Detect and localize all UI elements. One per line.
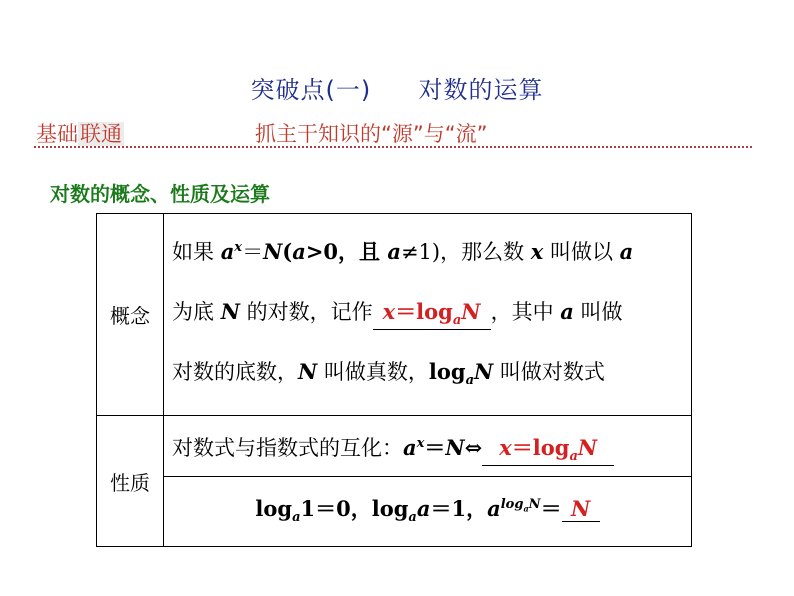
concept-body xyxy=(164,214,692,416)
page-title xyxy=(0,70,794,105)
subheader-left xyxy=(36,118,124,148)
property-identities: $\log_a1=0$，$\log_aa=1$，$a^{log_aN}= N$ xyxy=(164,477,692,547)
concept-row xyxy=(97,214,692,416)
subheader-left-part1: 基础 xyxy=(36,122,78,146)
concept-line-1 xyxy=(172,218,683,282)
math-a: a xyxy=(292,239,306,264)
math-a: a xyxy=(560,299,574,324)
concept-text: >0，且 xyxy=(305,239,388,264)
math-N: N xyxy=(220,299,240,324)
answer-blank-N: N xyxy=(562,497,600,522)
property-label: 性质 xyxy=(97,416,164,547)
concept-text: 如果 xyxy=(172,240,221,264)
math-x: x xyxy=(530,239,544,264)
property-text: ＝1， xyxy=(430,496,488,522)
math-log-a-a: $\log_aa$ xyxy=(371,496,431,526)
concept-text: ≠1)，那么数 xyxy=(400,240,531,264)
math-N: N xyxy=(298,359,318,384)
concept-label: 概念 xyxy=(97,214,164,416)
math-a: $a^x$ xyxy=(403,435,425,461)
subheader-right: 抓主干知识的“源”与“流” xyxy=(255,122,488,146)
title-main: 突破点(一) xyxy=(250,76,372,104)
dotted-divider xyxy=(34,146,752,148)
concept-text: ( xyxy=(282,239,293,264)
math-a-power-log: $a^{log_aN}$ xyxy=(487,496,541,522)
concept-line-3 xyxy=(172,342,683,411)
math-a: a xyxy=(619,239,634,264)
title-sub: 对数的运算 xyxy=(418,76,544,104)
math-a: a xyxy=(387,239,401,264)
properties-table xyxy=(96,213,692,547)
concept-text: 的对数，记作 xyxy=(239,300,373,324)
property-text: 对数式与指数式的互化： xyxy=(172,436,403,461)
section-title: 对数的概念、性质及运算 xyxy=(50,182,270,206)
property-row-1 xyxy=(97,416,692,477)
answer-blank-log: $x=\log_aN$ xyxy=(373,300,491,330)
concept-text: 叫做对数式 xyxy=(493,360,605,384)
math-log-expression: $\log_aN$ xyxy=(428,359,494,389)
subheader-left-part2: 联通 xyxy=(80,122,122,146)
math-log-a: $\log_a$ xyxy=(255,496,301,526)
concept-line-2 xyxy=(172,282,683,342)
property-conversion: 对数式与指数式的互化：$a^x=N\Leftrightarrow$ $x=\log_aN$ xyxy=(164,416,692,477)
concept-text: ＝ xyxy=(242,240,264,264)
answer-blank-conversion: $x=\log_aN$ xyxy=(482,436,614,466)
property-text: 1＝0， xyxy=(300,496,372,522)
math-a: $a^x$ xyxy=(220,239,243,264)
property-row-2 xyxy=(97,477,692,547)
concept-text: 为底 xyxy=(172,300,221,324)
concept-text: 叫做真数， xyxy=(317,360,429,384)
math-N: N xyxy=(263,239,283,264)
concept-text: 对数的底数， xyxy=(172,360,298,384)
concept-text: 叫做以 xyxy=(543,240,620,264)
concept-text: 叫做 xyxy=(573,300,623,324)
concept-text: ，其中 xyxy=(490,300,561,324)
